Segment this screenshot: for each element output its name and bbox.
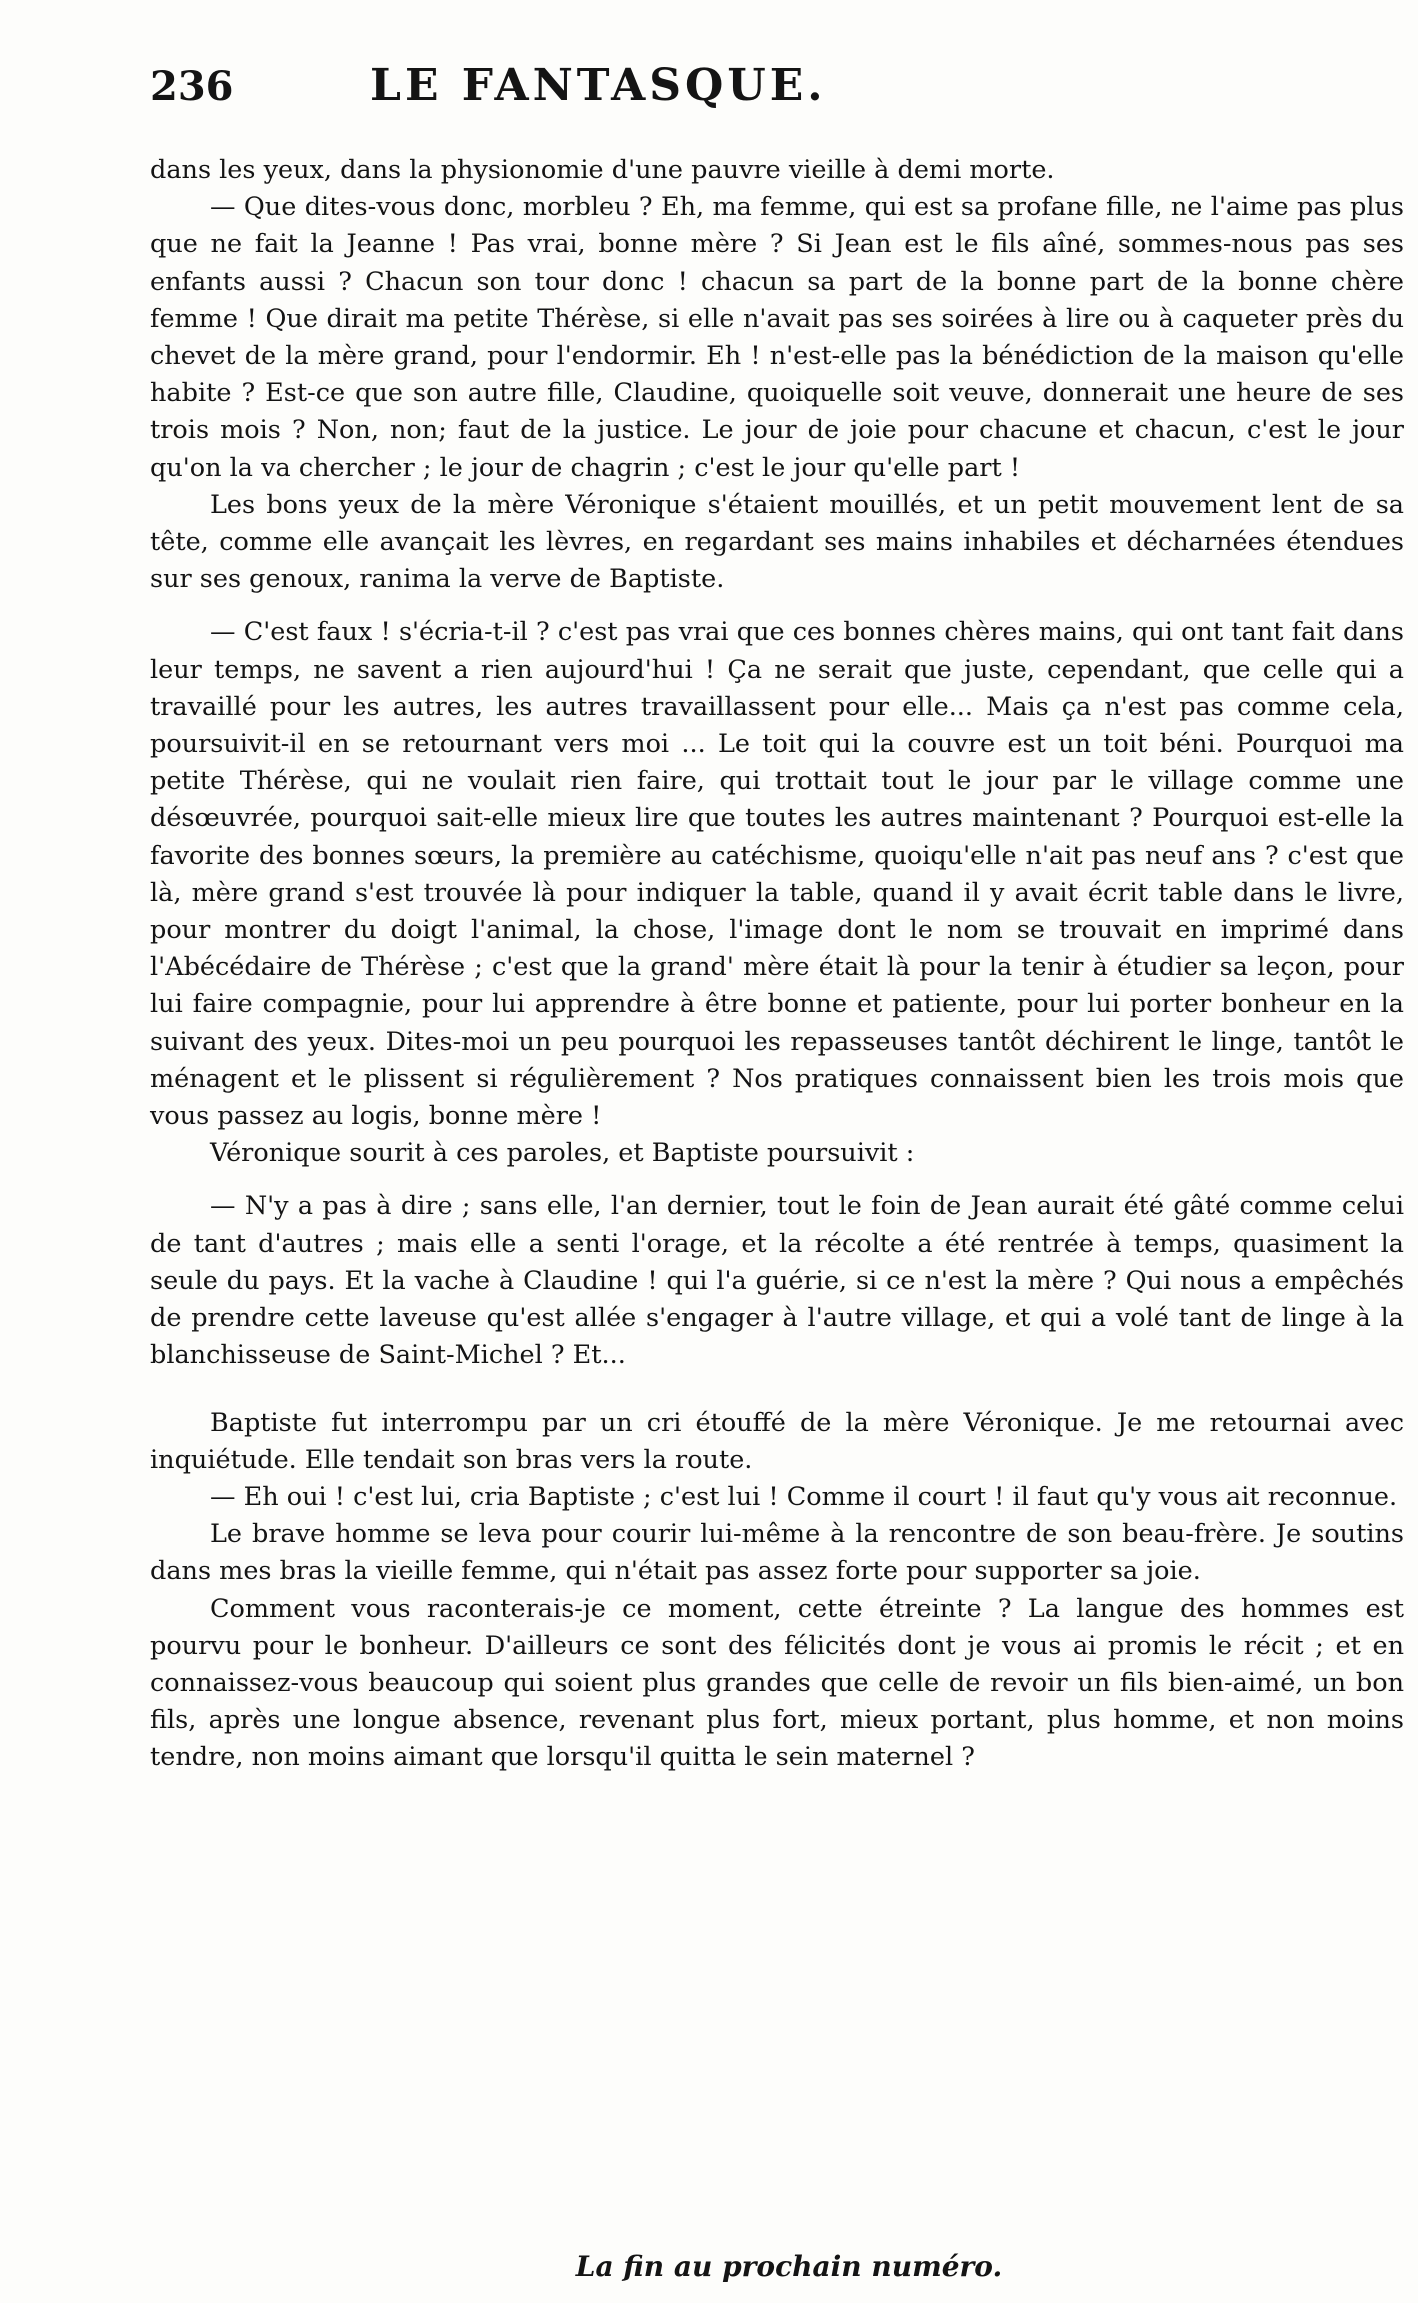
paragraph: Le brave homme se leva pour courir lui-même à la rencontre de son beau-frère. Je soutins dans mes bras la vieille femme, qui n'était pas assez forte pour supporter sa joie.	[150, 1519, 1404, 1587]
article-body	[150, 152, 1404, 1777]
paragraph: Baptiste fut interrompu par un cri étouffé de la mère Véronique. Je me retournai avec inquiétude. Elle tendait son bras vers la route.	[150, 1407, 1404, 1475]
paragraph: dans les yeux, dans la physionomie d'une pauvre vieille à demi morte.	[150, 155, 1055, 185]
paragraph: Comment vous raconterais-je ce moment, cette étreinte ? La langue des hommes est pourvu pour le bonheur. D'ailleurs ce sont des félicités dont je vous ai promis le récit ; et en connaissez-vous beaucoup qui soient plus grandes que celle de revoir un fils bien-aimé, un bon fils, après une longue absence, revenant plus fort, mieux portant, plus homme, et non moins tendre, non moins aimant que lorsqu'il quitta le sein maternel ?	[150, 1593, 1404, 1773]
footer-text: La fin au prochain numéro.	[575, 2250, 1003, 2283]
page-number: 236	[150, 63, 234, 110]
paragraph: Les bons yeux de la mère Véronique s'étaient mouillés, et un petit mouvement lent de sa tête, comme elle avançait les lèvres, en regardant ses mains inhabiles et décharnées étendues sur ses genoux, ranima la verve de Baptiste.	[150, 489, 1404, 595]
paragraph: — C'est faux ! s'écria-t-il ? c'est pas vrai que ces bonnes chères mains, qui ont tant fait dans leur temps, ne savent a rien aujourd'hui ! Ça ne serait que juste, cependant, que celle qui a travaillé pour les autres, les autres travaillassent pour elle... Mais ça n'est pas comme cela, poursuivit-il en se retournant vers moi ... Le toit qui la couvre est un toit béni. Pourquoi ma petite Thérèse, qui ne voulait rien faire, qui trottait tout le jour par le village comme une désœuvrée, pourquoi sait-elle mieux lire que toutes les autres maintenant ? Pourquoi est-elle la favorite des bonnes sœurs, la première au catéchisme, quoiqu'elle n'ait pas neuf ans ? c'est que là, mère grand s'est trouvée là pour indiquer la table, quand il y avait écrit table dans le livre, pour montrer du doigt l'animal, la chose, l'image dont le nom se trouvait en imprimé dans l'Abécédaire de Thérèse ; c'est que la grand' mère était là pour la tenir à étudier sa leçon, pour lui faire compagnie, pour lui apprendre à être bonne et patiente, pour lui porter bonheur en la suivant des yeux. Dites-moi un peu pourquoi les repasseuses tantôt déchirent le linge, tantôt le ménagent et le plissent si régulièrement ? Nos pratiques connaissent bien les trois mois que vous passez au logis, bonne mère !	[150, 617, 1404, 1132]
page-header	[150, 60, 1404, 140]
paragraph: — Eh oui ! c'est lui, cria Baptiste ; c'est lui ! Comme il court ! il faut qu'y vous ait reconnue.	[210, 1481, 1398, 1512]
paragraph: — Que dites-vous donc, morbleu ? Eh, ma femme, qui est sa profane fille, ne l'aime pas plus que ne fait la Jeanne ! Pas vrai, bonne mère ? Si Jean est le fils aîné, sommes-nous pas ses enfants aussi ? Chacun son tour donc ! chacun sa part de la bonne part de la bonne chère femme ! Que dirait ma petite Thérèse, si elle n'avait pas ses soirées à lire ou à caqueter près du chevet de la mère grand, pour l'endormir. Eh ! n'est-elle pas la bénédiction de la maison qu'elle habite ? Est-ce que son autre fille, Claudine, quoiquelle soit veuve, donnerait une heure de ses trois mois ? Non, non; faut de la justice. Le jour de joie pour chacune et chacun, c'est le jour qu'on la va chercher ; le jour de chagrin ; c'est le jour qu'elle part !	[150, 192, 1404, 483]
paragraph: — N'y a pas à dire ; sans elle, l'an dernier, tout le foin de Jean aurait été gâté comme celui de tant d'autres ; mais elle a senti l'orage, et la récolte a été rentrée à temps, quasiment la seule du pays. Et la vache à Claudine ! qui l'a guérie, si ce n'est la mère ? Qui nous a empêchés de prendre cette laveuse qu'est allée s'engager à l'autre village, et qui a volé tant de linge à la blanchisseuse de Saint-Michel ? Et...	[150, 1191, 1404, 1371]
paragraph: Véronique sourit à ces paroles, et Baptiste poursuivit :	[210, 1138, 915, 1169]
journal-title: LE FANTASQUE.	[370, 60, 827, 111]
continuation-note	[0, 2250, 1418, 2283]
